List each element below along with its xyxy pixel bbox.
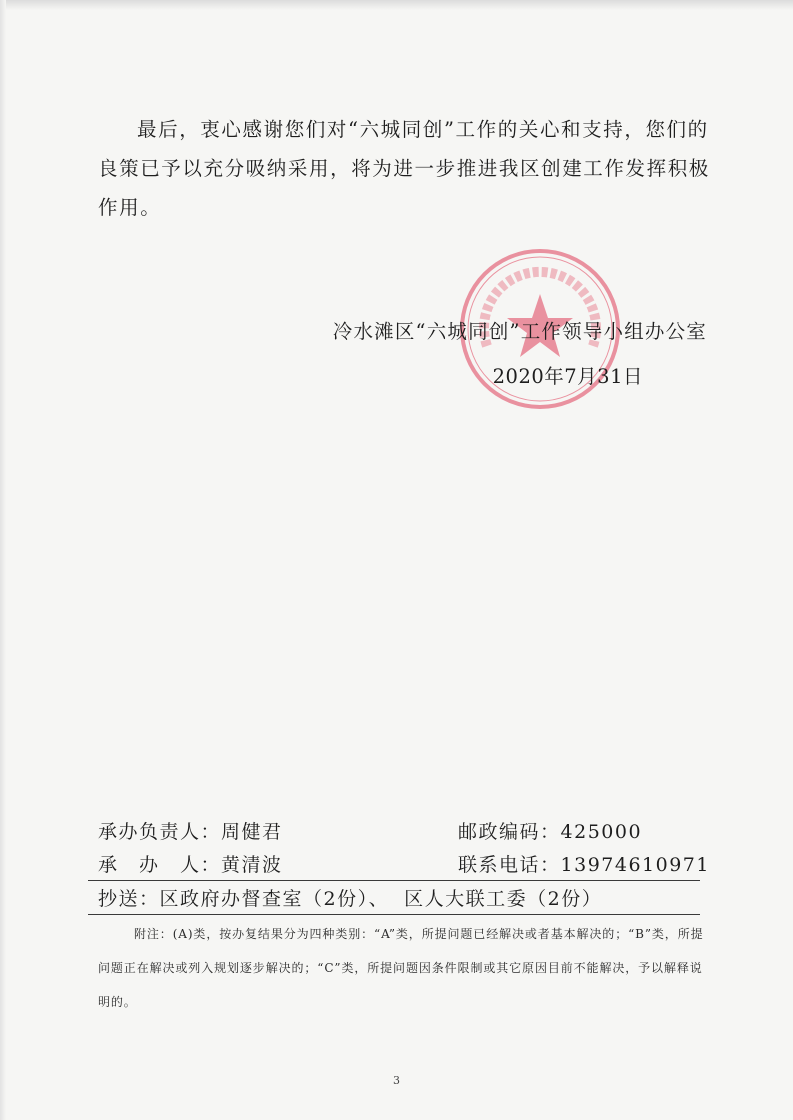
cc-label: 抄送：: [98, 888, 160, 910]
scan-edge-top: [0, 0, 793, 10]
handler-name: 周健君: [221, 821, 283, 843]
phone-value: 13974610971: [560, 854, 710, 876]
divider-top: [88, 880, 700, 881]
cc-text: 区政府办督查室（2份）、 区人大联工委（2份）: [159, 888, 603, 910]
footnote: 附注：(A)类，按办复结果分为四种类别：“A”类，所提问题已经解决或者基本解决的；“B”类，所提问题正在解决或列入规划逐步解决的；“C”类，所提问题因条件限制或其它原因目前不能解决，予以解释说明的。: [98, 927, 704, 1009]
contact-name: 黄清波: [221, 854, 283, 876]
postcode-label: 邮政编码：: [458, 821, 561, 843]
closing-paragraph: 最后，衷心感谢您们对“六城同创”工作的关心和支持，您们的良策已予以充分吸纳采用，将为进一步推进我区创建工作发挥积极作用。: [98, 118, 710, 219]
signing-date: 2020年7月31日: [492, 365, 643, 388]
handler-label: 承办负责人：: [98, 821, 222, 843]
phone-row: [458, 850, 710, 877]
postcode-row: [458, 817, 642, 844]
divider-bottom: [88, 914, 700, 915]
cc-row: [98, 884, 602, 911]
postcode-value: 425000: [560, 821, 643, 843]
contact-label: 承 办 人：: [98, 854, 222, 876]
scan-edge-left: [0, 0, 6, 1120]
handler-row: [98, 817, 283, 844]
signing-organization: 冷水滩区“六城同创”工作领导小组办公室: [332, 320, 707, 343]
contact-row: [98, 850, 283, 877]
phone-label: 联系电话：: [458, 854, 561, 876]
page-number: 3: [393, 1074, 400, 1087]
